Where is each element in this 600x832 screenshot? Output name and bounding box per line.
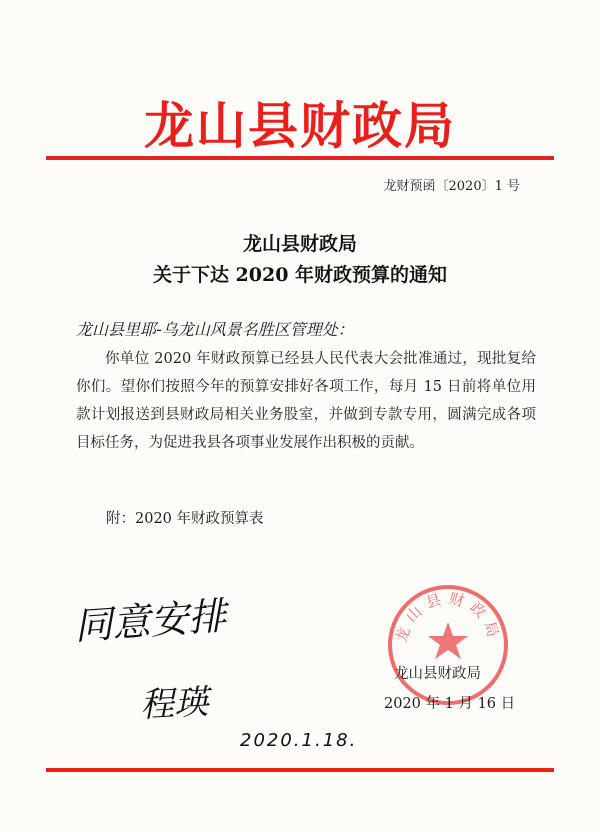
signoff-organization: 龙山县财政局	[394, 666, 481, 682]
letterhead-title: 龙山县财政局	[144, 97, 456, 155]
signoff-date: 2020 年 1 月 16 日	[384, 696, 516, 712]
handwritten-signature: 程瑛	[139, 682, 210, 726]
letterhead-red-rule	[46, 156, 554, 160]
notice-title-subject: 关于下达 2020 年财政预算的通知	[152, 264, 448, 286]
footer-red-rule	[46, 768, 554, 772]
addressee: 龙山县里耶-乌龙山风景名胜区管理处：	[76, 320, 354, 339]
notice-body: 你单位 2020 年财政预算已经县人民代表大会批准通过，现批复给你们。望你们按照今年的预算安排好各项工作，每月 15 日前将单位用款计划报送到县财政局相关业务股室，并做到专款专用，圆满完成各项目标任务，为促进我县各项事业发展作出积极的贡献。	[76, 351, 536, 451]
seal-star-icon	[428, 622, 468, 659]
attachment-line: 附：2020 年财政预算表	[106, 511, 264, 527]
handwritten-date: 2020.1.18.	[240, 730, 358, 751]
notice-title-issuer: 龙山县财政局	[242, 233, 357, 255]
document-number: 龙财预函〔2020〕1 号	[383, 179, 520, 194]
official-seal-stamp	[385, 582, 511, 708]
handwritten-approval: 同意安排	[72, 593, 228, 649]
seal-text: 龙山县财政局	[392, 589, 504, 645]
